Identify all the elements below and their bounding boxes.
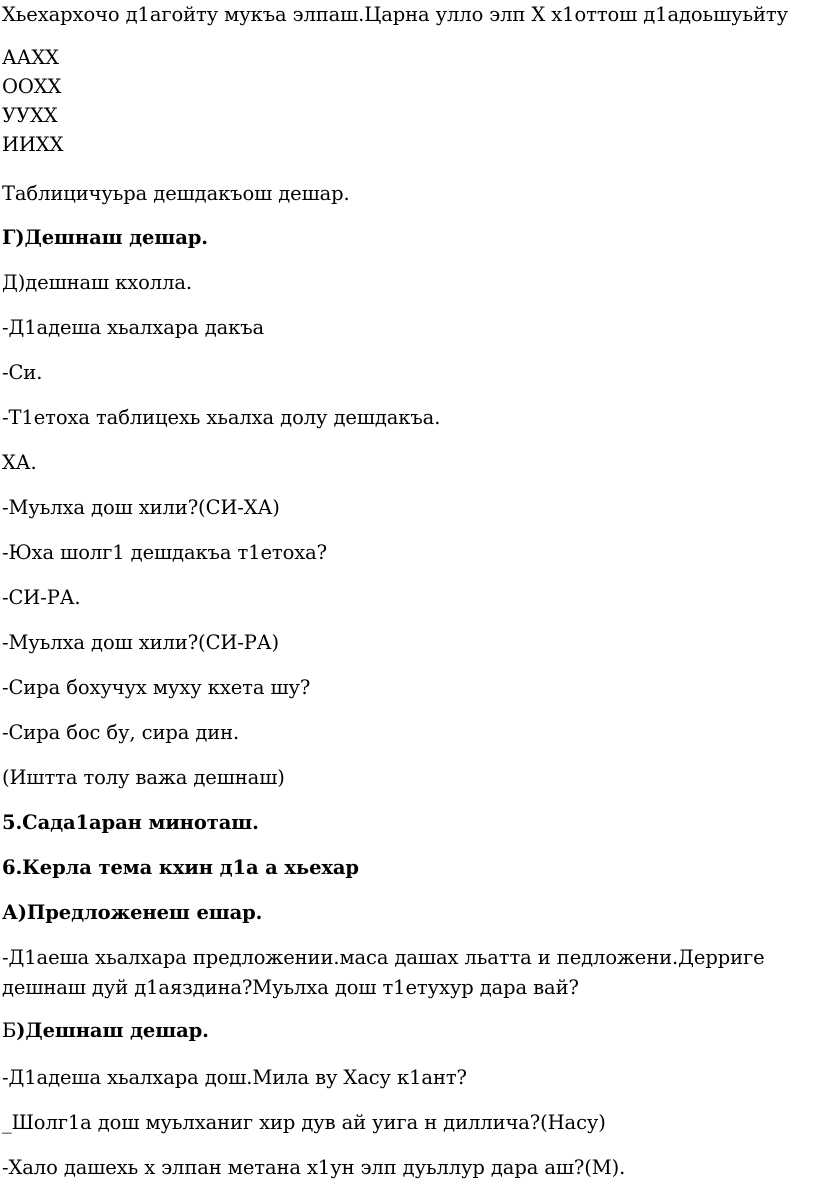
syllable-ookhh: ООХХ bbox=[2, 75, 62, 98]
section-g-heading: Г)Дешнаш дешар. bbox=[2, 226, 208, 249]
dialogue-line: -Сира бос бу, сира дин. bbox=[2, 721, 240, 744]
note-line: (Иштта толу важа дешнаш) bbox=[2, 766, 285, 789]
dialogue-line: -Юха шолг1 дешдакъа т1етоха? bbox=[2, 541, 328, 564]
dialogue-line: -Д1адеша хьалхара дакъа bbox=[2, 316, 265, 339]
dialogue-line: -Хало дашехь х элпан метана х1ун элп дуьллур дара аш?(М). bbox=[2, 1156, 626, 1179]
dialogue-line: -Д1адеша хьалхара дош.Мила ву Хасу к1ант? bbox=[2, 1066, 467, 1089]
syllable-uukhh: УУХХ bbox=[2, 104, 58, 127]
dialogue-line: -Муьлха дош хили?(СИ-ХА) bbox=[2, 496, 280, 519]
section-6-heading: 6.Керла тема кхин д1а а хьехар bbox=[2, 856, 359, 879]
dialogue-line: ХА. bbox=[2, 451, 37, 474]
syllable-iikhh: ИИХХ bbox=[2, 133, 64, 156]
section-b-title: )Дешнаш дешар. bbox=[16, 1019, 209, 1042]
dialogue-line: -Сира бохучух муху кхета шу? bbox=[2, 676, 311, 699]
section-5-heading: 5.Сада1аран миноташ. bbox=[2, 811, 259, 834]
section-d-line: Д)дешнаш кхолла. bbox=[2, 271, 193, 294]
section-a-heading: А)Предложенеш ешар. bbox=[2, 901, 263, 924]
section-b-heading bbox=[2, 1018, 209, 1044]
intro-line: Хьехархочо д1агойту мукъа элпаш.Царна улло элп Х х1оттош д1адоьшуьйту bbox=[2, 3, 788, 26]
section-b-prefix: Б bbox=[2, 1019, 17, 1042]
dialogue-line: -Си. bbox=[2, 361, 43, 384]
paragraph-sentences: -Д1аеша хьалхара предложении.маса дашах льатта и педложени.Дерриге дешнаш дуй д1аяздина?Муьлха дош т1етухур дара вай? bbox=[2, 946, 765, 999]
dialogue-line: _Шолг1а дош муьлханиг хир дув ай уига н диллича?(Насу) bbox=[2, 1111, 606, 1134]
dialogue-line: -СИ-РА. bbox=[2, 586, 81, 609]
dialogue-line: -Муьлха дош хили?(СИ-РА) bbox=[2, 631, 279, 654]
table-reading-line: Таблицичуьра дешдакъош дешар. bbox=[2, 182, 350, 205]
syllable-aakhh: ААХХ bbox=[2, 46, 59, 69]
dialogue-line: -Т1етоха таблицехь хьалха долу дешдакъа. bbox=[2, 406, 441, 429]
